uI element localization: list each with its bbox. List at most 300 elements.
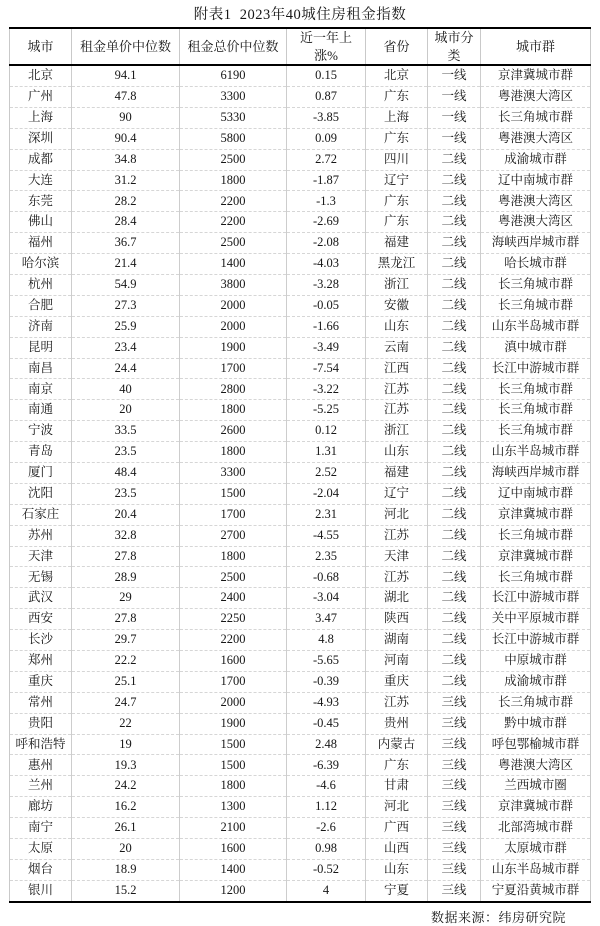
table-cell: 河北 <box>366 504 428 525</box>
table-cell: 三线 <box>428 797 481 818</box>
table-row <box>10 379 591 400</box>
table-cell: 宁夏 <box>366 880 428 901</box>
table-cell: 成渝城市群 <box>481 149 591 170</box>
table-row <box>10 86 591 107</box>
table-row <box>10 358 591 379</box>
table-cell: 南宁 <box>10 818 72 839</box>
table-cell: 二线 <box>428 191 481 212</box>
table-cell: -0.52 <box>287 859 366 880</box>
table-cell: 二线 <box>428 525 481 546</box>
table-cell: 二线 <box>428 358 481 379</box>
table-cell: 京津冀城市群 <box>481 546 591 567</box>
table-cell: 1600 <box>180 651 287 672</box>
table-cell: 天津 <box>366 546 428 567</box>
table-cell: -0.05 <box>287 295 366 316</box>
header-label: 租金总价中位数 <box>187 38 279 54</box>
table-cell: 6190 <box>180 65 287 86</box>
table-cell: 一线 <box>428 128 481 149</box>
table-cell: 3.47 <box>287 609 366 630</box>
table-row <box>10 734 591 755</box>
table-cell: 粤港澳大湾区 <box>481 128 591 149</box>
table-cell: 京津冀城市群 <box>481 65 591 86</box>
table-cell: 二线 <box>428 546 481 567</box>
table-cell: 31.2 <box>72 170 180 191</box>
table-cell: 福建 <box>366 463 428 484</box>
table-header <box>10 28 591 65</box>
table-cell: -3.49 <box>287 337 366 358</box>
table-cell: 2400 <box>180 588 287 609</box>
table-cell: 1600 <box>180 839 287 860</box>
table-cell: -5.25 <box>287 400 366 421</box>
table-row <box>10 504 591 525</box>
table-body <box>10 65 591 902</box>
table-cell: 山东 <box>366 442 428 463</box>
table-cell: 二线 <box>428 442 481 463</box>
table-cell: -4.6 <box>287 776 366 797</box>
rent-index-table <box>9 27 591 903</box>
table-cell: 上海 <box>366 107 428 128</box>
table-cell: 沈阳 <box>10 483 72 504</box>
table-cell: 二线 <box>428 233 481 254</box>
table-cell: 二线 <box>428 483 481 504</box>
table-cell: 36.7 <box>72 233 180 254</box>
table-cell: 江苏 <box>366 525 428 546</box>
table-row <box>10 546 591 567</box>
table-cell: 二线 <box>428 567 481 588</box>
table-cell: 山东 <box>366 316 428 337</box>
table-cell: 廊坊 <box>10 797 72 818</box>
table-cell: 广东 <box>366 212 428 233</box>
table-cell: 34.8 <box>72 149 180 170</box>
table-cell: 三线 <box>428 734 481 755</box>
table-cell: 河南 <box>366 651 428 672</box>
table-cell: 甘肃 <box>366 776 428 797</box>
table-cell: 22.2 <box>72 651 180 672</box>
header-label: 近一年上涨% <box>299 30 352 63</box>
table-cell: 广东 <box>366 86 428 107</box>
table-cell: 烟台 <box>10 859 72 880</box>
table-cell: 1500 <box>180 734 287 755</box>
table-caption: 附表1 2023年40城住房租金指数 <box>193 7 407 23</box>
table-row <box>10 859 591 880</box>
table-row <box>10 316 591 337</box>
table-cell: 二线 <box>428 212 481 233</box>
table-cell: 昆明 <box>10 337 72 358</box>
table-cell: 长江中游城市群 <box>481 588 591 609</box>
table-row <box>10 421 591 442</box>
table-row <box>10 65 591 86</box>
table-cell: 北部湾城市群 <box>481 818 591 839</box>
table-cell: 二线 <box>428 463 481 484</box>
table-cell: 一线 <box>428 65 481 86</box>
table-cell: 山东半岛城市群 <box>481 859 591 880</box>
table-cell: 19.3 <box>72 755 180 776</box>
table-cell: 辽宁 <box>366 170 428 191</box>
table-cell: 一线 <box>428 107 481 128</box>
table-cell: 太原 <box>10 839 72 860</box>
table-cell: -6.39 <box>287 755 366 776</box>
table-cell: 2000 <box>180 295 287 316</box>
table-cell: -1.87 <box>287 170 366 191</box>
table-row <box>10 839 591 860</box>
table-cell: 33.5 <box>72 421 180 442</box>
table-cell: 2.31 <box>287 504 366 525</box>
table-cell: 辽中南城市群 <box>481 170 591 191</box>
table-cell: 29.7 <box>72 630 180 651</box>
table-cell: 15.2 <box>72 880 180 901</box>
table-cell: 16.2 <box>72 797 180 818</box>
table-cell: 三线 <box>428 859 481 880</box>
table-cell: 南昌 <box>10 358 72 379</box>
table-cell: 佛山 <box>10 212 72 233</box>
table-row <box>10 588 591 609</box>
table-cell: 江苏 <box>366 567 428 588</box>
table-cell: 三线 <box>428 839 481 860</box>
table-cell: 湖北 <box>366 588 428 609</box>
table-cell: 杭州 <box>10 275 72 296</box>
table-cell: 4.8 <box>287 630 366 651</box>
table-cell: 福州 <box>10 233 72 254</box>
table-cell: 27.8 <box>72 609 180 630</box>
table-row <box>10 275 591 296</box>
table-cell: 22 <box>72 713 180 734</box>
header-cell-5 <box>428 28 481 65</box>
table-cell: 1800 <box>180 776 287 797</box>
table-cell: 2.52 <box>287 463 366 484</box>
table-cell: 2500 <box>180 149 287 170</box>
table-cell: 二线 <box>428 400 481 421</box>
table-cell: 27.8 <box>72 546 180 567</box>
table-cell: 西安 <box>10 609 72 630</box>
table-cell: 2.72 <box>287 149 366 170</box>
table-cell: 0.09 <box>287 128 366 149</box>
table-cell: -3.28 <box>287 275 366 296</box>
table-cell: 京津冀城市群 <box>481 797 591 818</box>
table-cell: 1400 <box>180 254 287 275</box>
table-row <box>10 212 591 233</box>
table-cell: 19 <box>72 734 180 755</box>
table-cell: 粤港澳大湾区 <box>481 212 591 233</box>
header-cell-2 <box>180 28 287 65</box>
table-cell: 28.9 <box>72 567 180 588</box>
table-cell: 26.1 <box>72 818 180 839</box>
table-row <box>10 463 591 484</box>
table-row <box>10 400 591 421</box>
table-cell: 2700 <box>180 525 287 546</box>
table-cell: 24.7 <box>72 692 180 713</box>
table-cell: -0.39 <box>287 671 366 692</box>
table-cell: 2100 <box>180 818 287 839</box>
table-cell: 23.4 <box>72 337 180 358</box>
table-cell: 20 <box>72 400 180 421</box>
table-cell: 成渝城市群 <box>481 671 591 692</box>
header-row <box>10 28 591 65</box>
table-cell: 2000 <box>180 316 287 337</box>
table-cell: 25.9 <box>72 316 180 337</box>
header-cell-3 <box>287 28 366 65</box>
table-row <box>10 442 591 463</box>
table-cell: 重庆 <box>10 671 72 692</box>
table-cell: 1300 <box>180 797 287 818</box>
table-cell: 2200 <box>180 191 287 212</box>
table-cell: 二线 <box>428 316 481 337</box>
table-cell: -7.54 <box>287 358 366 379</box>
table-cell: 90.4 <box>72 128 180 149</box>
table-cell: 5330 <box>180 107 287 128</box>
table-cell: 32.8 <box>72 525 180 546</box>
table-cell: 二线 <box>428 254 481 275</box>
table-row <box>10 651 591 672</box>
table-cell: 海峡西岸城市群 <box>481 463 591 484</box>
table-cell: 粤港澳大湾区 <box>481 191 591 212</box>
table-cell: 浙江 <box>366 275 428 296</box>
table-row <box>10 880 591 901</box>
table-cell: 湖南 <box>366 630 428 651</box>
table-cell: 0.15 <box>287 65 366 86</box>
table-cell: 27.3 <box>72 295 180 316</box>
table-cell: 2800 <box>180 379 287 400</box>
table-cell: 1800 <box>180 170 287 191</box>
table-cell: 广东 <box>366 755 428 776</box>
table-cell: 无锡 <box>10 567 72 588</box>
table-cell: 安徽 <box>366 295 428 316</box>
table-cell: 23.5 <box>72 442 180 463</box>
table-cell: 1500 <box>180 755 287 776</box>
table-cell: 二线 <box>428 421 481 442</box>
table-cell: 江苏 <box>366 400 428 421</box>
header-label: 省份 <box>383 38 410 54</box>
table-cell: 40 <box>72 379 180 400</box>
table-row <box>10 755 591 776</box>
table-cell: 二线 <box>428 295 481 316</box>
table-row <box>10 567 591 588</box>
table-cell: 二线 <box>428 588 481 609</box>
table-cell: 23.5 <box>72 483 180 504</box>
table-cell: 长江中游城市群 <box>481 630 591 651</box>
table-cell: 南通 <box>10 400 72 421</box>
table-cell: 1800 <box>180 400 287 421</box>
table-cell: 广东 <box>366 191 428 212</box>
table-cell: 一线 <box>428 86 481 107</box>
table-cell: 三线 <box>428 755 481 776</box>
table-cell: 3300 <box>180 86 287 107</box>
table-cell: 二线 <box>428 149 481 170</box>
table-cell: 29 <box>72 588 180 609</box>
table-cell: 2000 <box>180 692 287 713</box>
table-cell: 惠州 <box>10 755 72 776</box>
table-cell: 银川 <box>10 880 72 901</box>
table-cell: 24.2 <box>72 776 180 797</box>
table-cell: 深圳 <box>10 128 72 149</box>
header-cell-1 <box>72 28 180 65</box>
table-cell: 江苏 <box>366 379 428 400</box>
table-cell: 黑龙江 <box>366 254 428 275</box>
table-cell: 三线 <box>428 880 481 901</box>
table-cell: -2.04 <box>287 483 366 504</box>
table-cell: 二线 <box>428 504 481 525</box>
header-label: 城市 <box>27 38 54 54</box>
table-cell: 重庆 <box>366 671 428 692</box>
table-cell: 2500 <box>180 567 287 588</box>
data-source-note: 数据来源：纬房研究院 <box>430 909 566 925</box>
table-cell: 大连 <box>10 170 72 191</box>
table-cell: 黔中城市群 <box>481 713 591 734</box>
table-cell: 广州 <box>10 86 72 107</box>
table-cell: 河北 <box>366 797 428 818</box>
table-cell: 长沙 <box>10 630 72 651</box>
table-row <box>10 776 591 797</box>
table-cell: 二线 <box>428 671 481 692</box>
table-cell: 厦门 <box>10 463 72 484</box>
table-cell: 江苏 <box>366 692 428 713</box>
table-cell: 苏州 <box>10 525 72 546</box>
table-cell: 广东 <box>366 128 428 149</box>
table-cell: 京津冀城市群 <box>481 504 591 525</box>
table-cell: 太原城市群 <box>481 839 591 860</box>
table-cell: 28.2 <box>72 191 180 212</box>
table-cell: 福建 <box>366 233 428 254</box>
table-cell: 2200 <box>180 212 287 233</box>
table-cell: 1700 <box>180 358 287 379</box>
table-cell: 常州 <box>10 692 72 713</box>
table-cell: 武汉 <box>10 588 72 609</box>
table-cell: 上海 <box>10 107 72 128</box>
table-cell: 二线 <box>428 275 481 296</box>
table-cell: -1.3 <box>287 191 366 212</box>
table-cell: 5800 <box>180 128 287 149</box>
table-cell: 18.9 <box>72 859 180 880</box>
table-cell: 呼和浩特 <box>10 734 72 755</box>
header-label: 城市群 <box>515 38 555 54</box>
table-cell: 广西 <box>366 818 428 839</box>
table-cell: 四川 <box>366 149 428 170</box>
table-cell: 贵阳 <box>10 713 72 734</box>
table-cell: 云南 <box>366 337 428 358</box>
table-cell: 成都 <box>10 149 72 170</box>
table-cell: 山东半岛城市群 <box>481 442 591 463</box>
table-cell: 浙江 <box>366 421 428 442</box>
table-cell: 21.4 <box>72 254 180 275</box>
table-cell: 28.4 <box>72 212 180 233</box>
table-row <box>10 525 591 546</box>
table-cell: 2600 <box>180 421 287 442</box>
table-cell: 合肥 <box>10 295 72 316</box>
table-cell: 三线 <box>428 776 481 797</box>
table-cell: 20.4 <box>72 504 180 525</box>
table-row <box>10 692 591 713</box>
table-row <box>10 630 591 651</box>
table-row <box>10 191 591 212</box>
table-cell: 二线 <box>428 651 481 672</box>
table-cell: 海峡西岸城市群 <box>481 233 591 254</box>
table-cell: 2200 <box>180 630 287 651</box>
table-cell: 山东 <box>366 859 428 880</box>
table-cell: -3.22 <box>287 379 366 400</box>
table-cell: 粤港澳大湾区 <box>481 755 591 776</box>
table-cell: 长三角城市群 <box>481 421 591 442</box>
table-cell: 长三角城市群 <box>481 275 591 296</box>
table-cell: -2.6 <box>287 818 366 839</box>
table-row <box>10 797 591 818</box>
table-row <box>10 254 591 275</box>
table-row <box>10 149 591 170</box>
header-cell-6 <box>481 28 591 65</box>
header-label: 租金单价中位数 <box>79 38 171 54</box>
table-cell: -0.68 <box>287 567 366 588</box>
table-row <box>10 483 591 504</box>
table-cell: 哈尔滨 <box>10 254 72 275</box>
table-cell: 1700 <box>180 504 287 525</box>
table-cell: 长江中游城市群 <box>481 358 591 379</box>
table-row <box>10 107 591 128</box>
table-cell: 中原城市群 <box>481 651 591 672</box>
table-cell: 二线 <box>428 379 481 400</box>
table-cell: -0.45 <box>287 713 366 734</box>
table-cell: 三线 <box>428 692 481 713</box>
table-cell: 南京 <box>10 379 72 400</box>
table-cell: 1800 <box>180 546 287 567</box>
table-cell: 二线 <box>428 609 481 630</box>
table-cell: 粤港澳大湾区 <box>481 86 591 107</box>
table-cell: 1.12 <box>287 797 366 818</box>
table-row <box>10 609 591 630</box>
table-cell: 90 <box>72 107 180 128</box>
table-cell: 兰西城市圈 <box>481 776 591 797</box>
table-cell: 1.31 <box>287 442 366 463</box>
table-cell: 三线 <box>428 818 481 839</box>
table-cell: 0.12 <box>287 421 366 442</box>
table-cell: 2.35 <box>287 546 366 567</box>
table-cell: 长三角城市群 <box>481 525 591 546</box>
table-cell: 1800 <box>180 442 287 463</box>
table-cell: -3.85 <box>287 107 366 128</box>
table-cell: 滇中城市群 <box>481 337 591 358</box>
table-cell: 江西 <box>366 358 428 379</box>
table-cell: 长三角城市群 <box>481 567 591 588</box>
table-cell: 3800 <box>180 275 287 296</box>
table-cell: -1.66 <box>287 316 366 337</box>
table-cell: -5.65 <box>287 651 366 672</box>
table-cell: 24.4 <box>72 358 180 379</box>
table-cell: -2.69 <box>287 212 366 233</box>
table-cell: 贵州 <box>366 713 428 734</box>
header-label: 城市分类 <box>434 30 474 63</box>
table-cell: 长三角城市群 <box>481 400 591 421</box>
table-cell: 呼包鄂榆城市群 <box>481 734 591 755</box>
table-cell: 94.1 <box>72 65 180 86</box>
table-cell: 天津 <box>10 546 72 567</box>
table-cell: 25.1 <box>72 671 180 692</box>
table-cell: 1700 <box>180 671 287 692</box>
table-cell: 1900 <box>180 713 287 734</box>
table-row <box>10 295 591 316</box>
table-cell: 山东半岛城市群 <box>481 316 591 337</box>
table-cell: 20 <box>72 839 180 860</box>
table-cell: 兰州 <box>10 776 72 797</box>
table-cell: 2500 <box>180 233 287 254</box>
table-cell: -4.55 <box>287 525 366 546</box>
header-cell-0 <box>10 28 72 65</box>
table-cell: 48.4 <box>72 463 180 484</box>
table-cell: 内蒙古 <box>366 734 428 755</box>
table-cell: -4.03 <box>287 254 366 275</box>
table-row <box>10 233 591 254</box>
table-cell: 北京 <box>366 65 428 86</box>
table-cell: 陕西 <box>366 609 428 630</box>
table-cell: 辽中南城市群 <box>481 483 591 504</box>
table-cell: 长三角城市群 <box>481 295 591 316</box>
table-row <box>10 337 591 358</box>
